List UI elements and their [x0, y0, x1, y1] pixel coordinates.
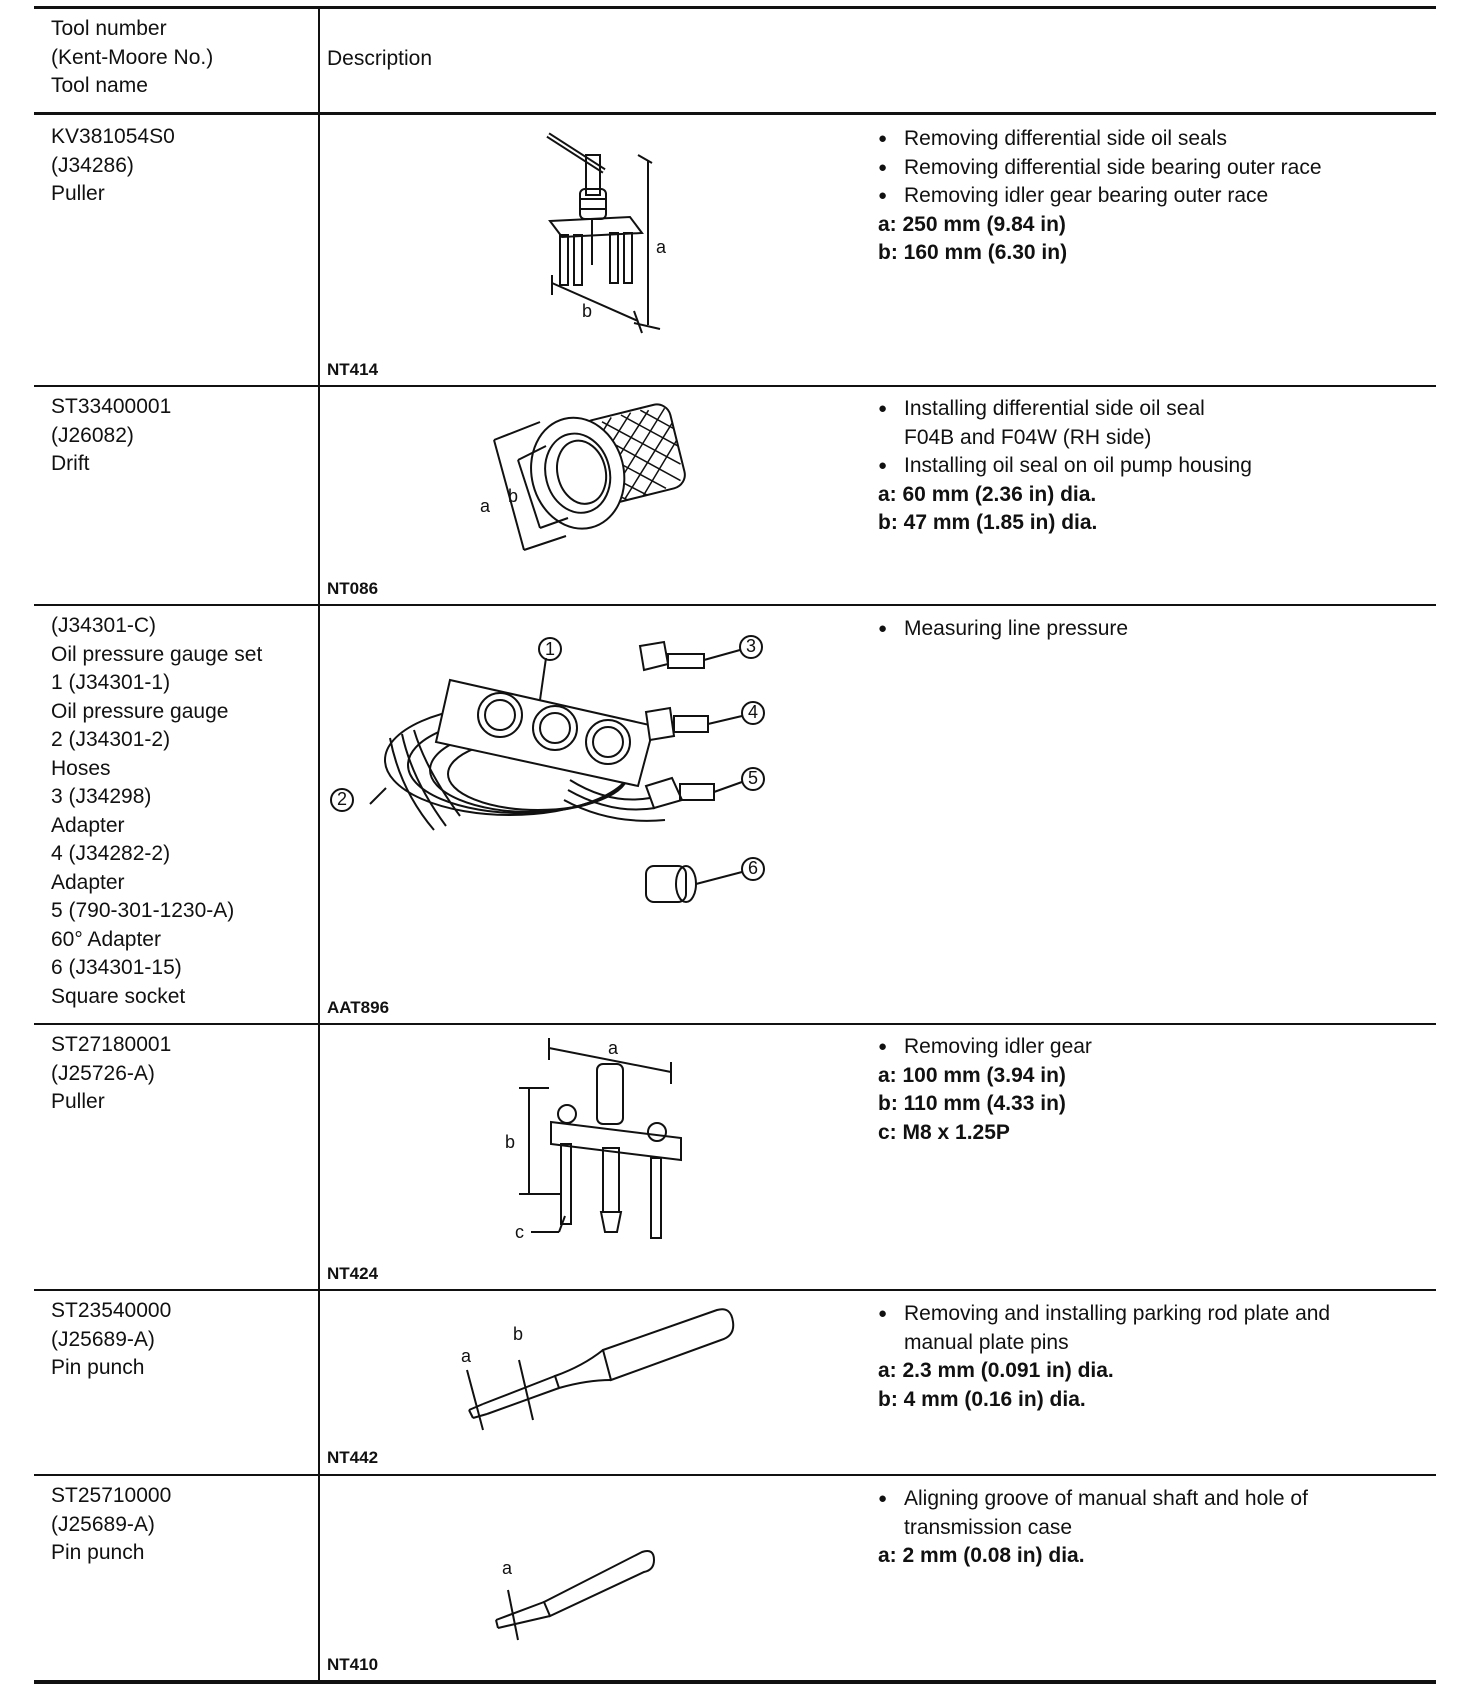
figure-code: NT414: [327, 360, 379, 379]
dimension-line: a: 250 mm (9.84 in): [878, 212, 1066, 236]
tool-cell: [51, 1297, 171, 1383]
figure-label: a: [461, 1346, 472, 1366]
tool-number: KV381054S0: [51, 125, 175, 148]
tool-name: Pin punch: [51, 1356, 145, 1379]
figure-label: 5: [748, 768, 759, 788]
tool-number: ST27180001: [51, 1033, 172, 1056]
dimension-line: a: 100 mm (3.94 in): [878, 1063, 1066, 1087]
tool-name: Puller: [51, 182, 105, 205]
table-top-rule: [34, 6, 1436, 9]
figure-code: NT442: [327, 1448, 379, 1467]
figure-label: a: [480, 496, 491, 516]
figure-code: NT086: [327, 579, 379, 598]
tool-part-name: Hoses: [51, 756, 111, 780]
figure-label: 1: [545, 639, 556, 659]
header-tool-line: Tool name: [51, 74, 148, 97]
description-cell: [878, 1485, 1308, 1571]
puller-icon: [530, 125, 680, 335]
figure-label: 6: [748, 858, 759, 878]
tool-name: Drift: [51, 452, 90, 475]
dimension-line: c: M8 x 1.25P: [878, 1120, 1010, 1144]
tool-part-number: 2 (J34301-2): [51, 728, 171, 751]
figure-label: a: [608, 1038, 619, 1058]
dimension-line: b: 4 mm (0.16 in) dia.: [878, 1387, 1086, 1411]
tool-part-number: 1 (J34301-1): [51, 671, 171, 694]
description-cell: [878, 1300, 1330, 1414]
idler-gear-puller-icon: [505, 1036, 695, 1246]
tool-name: Pin punch: [51, 1541, 145, 1564]
description-cell: [878, 125, 1322, 268]
row-divider: [34, 1289, 1436, 1291]
kent-moore-number: (J25689-A): [51, 1512, 155, 1536]
tool-name: Oil pressure gauge set: [51, 642, 263, 666]
figure-label: b: [505, 1132, 516, 1152]
tool-name: Puller: [51, 1090, 105, 1113]
figure-label: b: [513, 1324, 524, 1344]
figure-label: c: [515, 1222, 524, 1242]
tool-cell: [51, 393, 171, 479]
header-tool-column: [51, 15, 213, 101]
pin-punch-small-icon: [488, 1540, 658, 1640]
figure-label: b: [508, 486, 519, 506]
figure-label: a: [502, 1558, 513, 1578]
description-line: transmission case: [904, 1515, 1073, 1539]
description-cell: [878, 1033, 1092, 1147]
description-cell: [878, 395, 1252, 538]
dimension-line: a: 2.3 mm (0.091 in) dia.: [878, 1359, 1114, 1382]
tool-part-name: 60° Adapter: [51, 927, 161, 951]
tool-cell: [51, 123, 175, 209]
description-line: ● Removing idler gear: [878, 1033, 1092, 1062]
description-line: ● Removing idler gear bearing outer race: [878, 182, 1322, 211]
figure-code: NT410: [327, 1655, 379, 1674]
figure-label: a: [656, 237, 667, 257]
column-divider: [318, 7, 320, 1682]
figure-label: 3: [746, 636, 757, 656]
tool-cell: [51, 1482, 171, 1568]
table-bottom-rule: [34, 1680, 1436, 1684]
oil-pressure-gauge-set-icon: [337, 630, 840, 970]
kent-moore-number: (J34286): [51, 153, 134, 177]
tool-part-name: Oil pressure gauge: [51, 699, 229, 723]
tool-part-name: Adapter: [51, 870, 125, 894]
figure-label: 2: [337, 789, 348, 809]
tool-cell: [51, 1031, 171, 1117]
description-line: ● Aligning groove of manual shaft and hole of: [878, 1485, 1308, 1514]
tool-part-number: 4 (J34282-2): [51, 842, 171, 865]
description-line: F04B and F04W (RH side): [904, 425, 1152, 449]
dimension-line: b: 160 mm (6.30 in): [878, 241, 1068, 264]
dimension-line: b: 110 mm (4.33 in): [878, 1092, 1066, 1115]
description-line: ● Removing and installing parking rod plate and: [878, 1300, 1330, 1329]
description-line: ● Installing oil seal on oil pump housing: [878, 452, 1252, 481]
header-tool-line: (Kent-Moore No.): [51, 45, 214, 69]
description-line: ● Installing differential side oil seal: [878, 395, 1252, 424]
row-divider: [34, 604, 1436, 606]
kent-moore-number: (J34301-C): [51, 614, 157, 637]
figure-label: 4: [748, 702, 759, 722]
pin-punch-icon: [455, 1300, 735, 1440]
figure-code: AAT896: [327, 998, 390, 1017]
description-line: ● Removing differential side bearing outer race: [878, 154, 1322, 183]
row-divider: [34, 1023, 1436, 1025]
tool-part-number: 3 (J34298): [51, 785, 152, 808]
figure-code: NT424: [327, 1264, 379, 1283]
dimension-line: a: 2 mm (0.08 in) dia.: [878, 1544, 1085, 1567]
header-tool-line: Tool number: [51, 17, 167, 40]
description-line: ● Measuring line pressure: [878, 615, 1128, 644]
tool-part-name: Square socket: [51, 984, 186, 1008]
row-divider: [34, 1474, 1436, 1476]
row-divider: [34, 385, 1436, 387]
kent-moore-number: (J26082): [51, 423, 134, 447]
tool-part-number: 5 (790-301-1230-A): [51, 899, 235, 922]
header-description-column: Description: [327, 47, 433, 70]
tool-number: ST25710000: [51, 1484, 172, 1507]
tool-number: ST33400001: [51, 395, 172, 418]
header-bottom-rule: [34, 112, 1436, 115]
kent-moore-number: (J25689-A): [51, 1327, 155, 1351]
tool-part-name: Adapter: [51, 813, 125, 837]
description-cell: [878, 615, 1128, 644]
tool-part-number: 6 (J34301-15): [51, 956, 182, 979]
drift-icon: [480, 400, 720, 560]
figure-label: b: [582, 301, 593, 321]
tool-cell: [51, 612, 262, 1011]
kent-moore-number: (J25726-A): [51, 1061, 155, 1085]
description-line: manual plate pins: [904, 1330, 1069, 1354]
description-line: ● Removing differential side oil seals: [878, 125, 1322, 154]
tool-number: ST23540000: [51, 1299, 172, 1322]
dimension-line: b: 47 mm (1.85 in) dia.: [878, 511, 1098, 534]
dimension-line: a: 60 mm (2.36 in) dia.: [878, 482, 1097, 506]
